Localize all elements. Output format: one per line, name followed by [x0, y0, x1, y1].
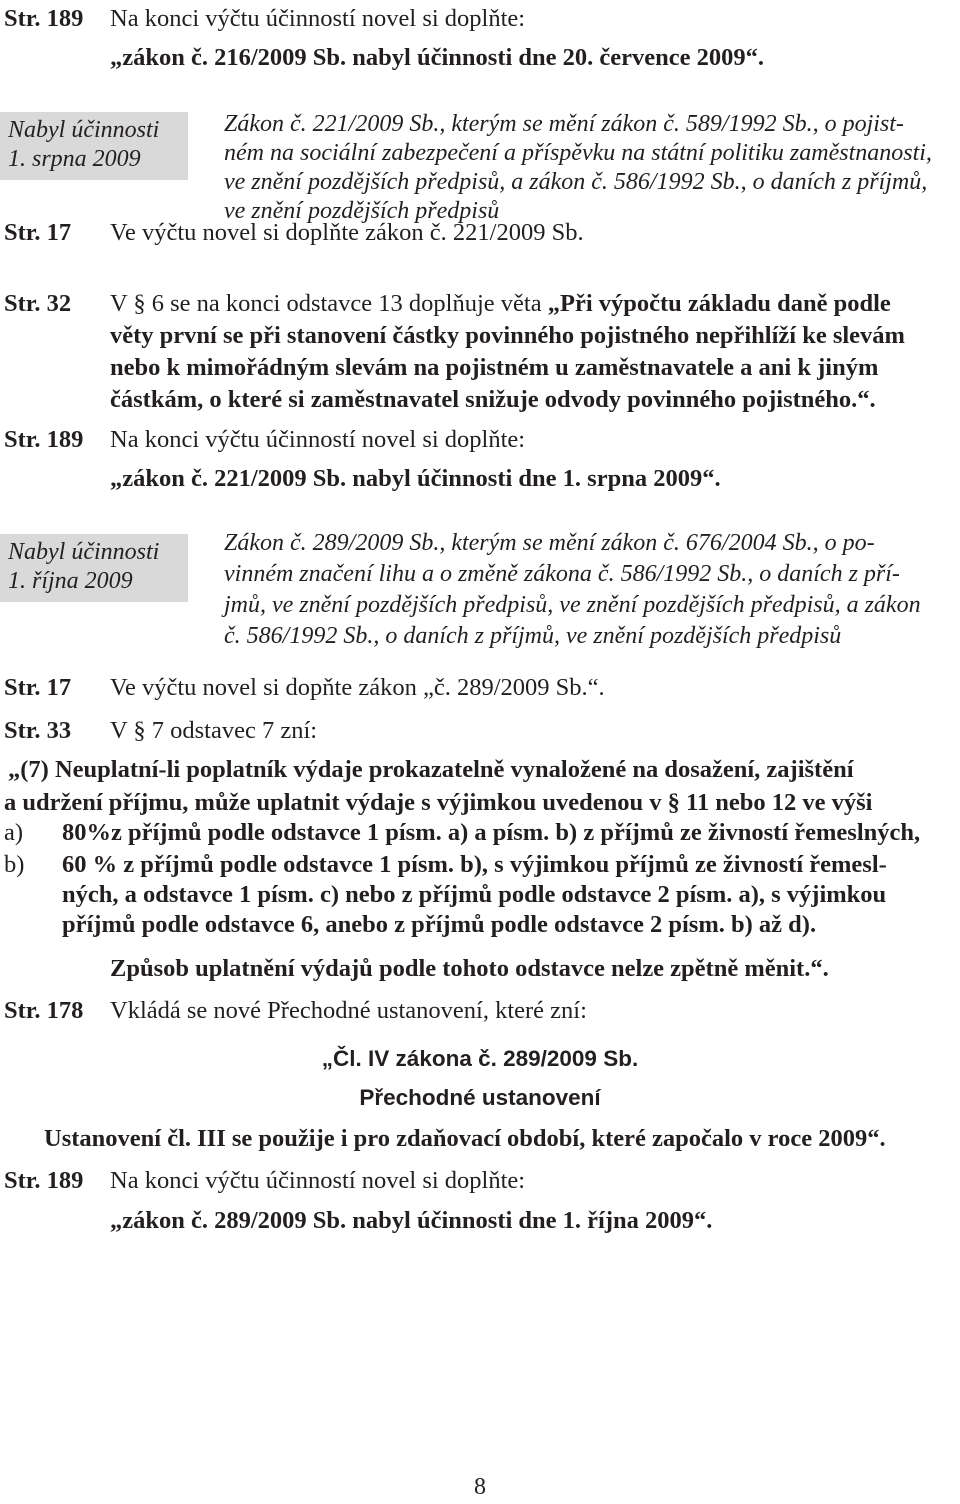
instruction-text: Ve výčtu novel si dopňte zákon „č. 289/2009 Sb.“. [110, 674, 605, 701]
page-reference: Str. 17 [4, 674, 72, 701]
inserted-text: věty první se při stanovení částky povinného pojistného nepřihlíží ke slevám [110, 322, 905, 349]
inserted-text: 80%z příjmů podle odstavce 1 písm. a) a písm. b) z příjmů ze živností řemeslných, [62, 819, 921, 846]
effective-date: 1. října 2009 [8, 568, 133, 594]
instruction-text: V § 6 se na konci odstavce 13 doplňuje věta [110, 290, 548, 317]
instruction-text: V § 7 odstavec 7 zní: [110, 717, 318, 744]
inserted-text: ných, a odstavce 1 písm. c) nebo z příjmů podle odstavce 2 písm. a), s výjimkou [62, 881, 887, 908]
page-number: 8 [474, 1474, 486, 1500]
inserted-text: „Při výpočtu základu daně podle [547, 290, 891, 317]
law-annotation-line: č. 586/1992 Sb., o daních z příjmů, ve znění pozdějších předpisů [224, 623, 842, 649]
instruction-text: Na konci výčtu účinností novel si doplňte: [110, 5, 526, 32]
inserted-text: „(7) Neuplatní-li poplatník výdaje prokazatelně vynaložené na dosažení, zajištění [8, 756, 854, 783]
effective-date-box [0, 112, 188, 180]
effective-date-box [0, 534, 188, 602]
inserted-text: „zákon č. 221/2009 Sb. nabyl účinnosti dne 1. srpna 2009“. [110, 465, 721, 492]
article-subheading: Přechodné ustanovení [359, 1085, 601, 1110]
law-annotation-line: Zákon č. 221/2009 Sb., kterým se mění zákon č. 589/1992 Sb., o pojist- [224, 111, 904, 137]
page-reference: Str. 32 [4, 290, 72, 317]
inserted-text: Ustanovení čl. III se použije i pro zdaňovací období, které započalo v roce 2009“. [44, 1125, 886, 1152]
instruction-text: Ve výčtu novel si doplňte zákon č. 221/2009 Sb. [110, 219, 584, 246]
effective-label: Nabyl účinnosti [8, 117, 160, 143]
effective-label: Nabyl účinnosti [8, 539, 160, 565]
inserted-text: nebo k mimořádným slevám na pojistném u zaměstnavatele a ani k jiným [110, 354, 879, 381]
law-annotation-line: ném na sociální zabezpečení a příspěvku na státní politiku zaměstnanosti, [224, 140, 932, 166]
page-reference: Str. 178 [4, 997, 84, 1024]
article-heading: „Čl. IV zákona č. 289/2009 Sb. [321, 1046, 639, 1071]
law-annotation-line: ve znění pozdějších předpisů [224, 198, 500, 224]
inserted-text: příjmů podle odstavce 6, anebo z příjmů podle odstavce 2 písm. b) až d). [62, 911, 817, 938]
law-annotation-line: ve znění pozdějších předpisů, a zákon č. 586/1992 Sb., o daních z příjmů, [224, 169, 928, 195]
page-reference: Str. 17 [4, 219, 72, 246]
inserted-text: částkám, o které si zaměstnavatel snižuje odvody povinného pojistného.“. [110, 386, 876, 413]
paragraph-line [110, 289, 891, 319]
inserted-text: „zákon č. 289/2009 Sb. nabyl účinnosti dne 1. října 2009“. [110, 1207, 713, 1234]
instruction-text: Na konci výčtu účinností novel si doplňte: [110, 1167, 526, 1194]
list-marker: b) [4, 851, 25, 878]
inserted-text: Způsob uplatnění výdajů podle tohoto odstavce nelze zpětně měnit.“. [110, 955, 829, 982]
page-reference: Str. 189 [4, 426, 84, 453]
inserted-text: 60 % z příjmů podle odstavce 1 písm. b), s výjimkou příjmů ze živností řemesl- [62, 851, 887, 878]
page-reference: Str. 189 [4, 5, 84, 32]
list-marker: a) [4, 819, 24, 846]
law-annotation-line: jmů, ve znění pozdějších předpisů, ve znění pozdějších předpisů, a zákon [224, 592, 921, 618]
law-annotation-line: vinném značení lihu a o změně zákona č. 586/1992 Sb., o daních z pří- [224, 561, 900, 587]
instruction-text: Vkládá se nové Přechodné ustanovení, které zní: [110, 997, 587, 1024]
inserted-text: „zákon č. 216/2009 Sb. nabyl účinnosti dne 20. července 2009“. [110, 44, 765, 71]
page-reference: Str. 189 [4, 1167, 84, 1194]
inserted-text: a udržení příjmu, může uplatnit výdaje s výjimkou uvedenou v § 11 nebo 12 ve výši [4, 789, 873, 816]
law-annotation-line: Zákon č. 289/2009 Sb., kterým se mění zákon č. 676/2004 Sb., o po- [224, 530, 875, 556]
instruction-text: Na konci výčtu účinností novel si doplňte: [110, 426, 526, 453]
effective-date: 1. srpna 2009 [8, 146, 141, 172]
page-reference: Str. 33 [4, 717, 72, 744]
